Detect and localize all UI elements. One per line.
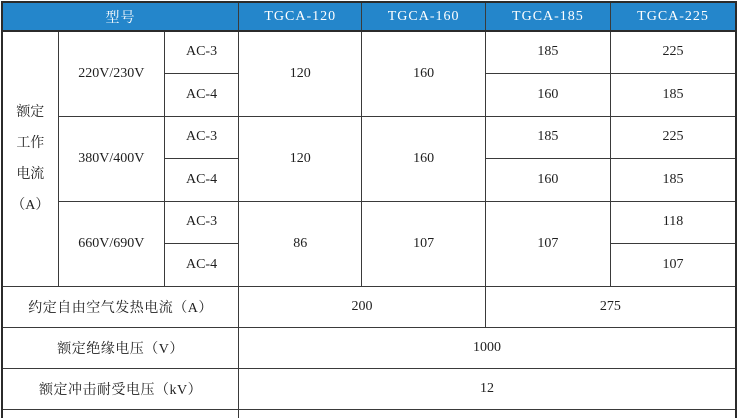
value-220v-ac3-tgca185: 185 [485, 31, 610, 73]
model-header-cell: 型号 [2, 2, 239, 31]
value-380v-ac3-tgca225: 225 [611, 116, 736, 158]
value-380v-tgca120: 120 [239, 116, 362, 201]
value-380v-ac4-tgca185: 160 [485, 158, 610, 201]
rated-current-label-line-3: 电流 [16, 166, 45, 182]
rated-current-label-line-4: （A） [11, 197, 50, 213]
rated-current-label-cell [2, 31, 58, 286]
header-tgca-225: TGCA-225 [611, 2, 736, 31]
voltage-cell-220v-230v: 220V/230V [58, 31, 164, 116]
row-insulation-voltage [2, 327, 736, 368]
value-380v-ac4-tgca225: 185 [611, 158, 736, 201]
row-partial-cutoff [2, 409, 736, 418]
value-380v-tgca160: 160 [362, 116, 485, 201]
thermal-current-label-cell: 约定自由空气发热电流（A） [2, 286, 239, 327]
value-220v-ac3-tgca225: 225 [611, 31, 736, 73]
rated-current-label-line-1: 额定 [16, 104, 45, 120]
value-220v-ac4-tgca185: 160 [485, 73, 610, 116]
row-380v-ac3 [2, 116, 736, 158]
value-impulse-all: 12 [239, 368, 736, 409]
partial-value-cell [239, 409, 736, 418]
header-tgca-120: TGCA-120 [239, 2, 362, 31]
voltage-cell-660v-690v: 660V/690V [58, 201, 164, 286]
value-660v-tgca120: 86 [239, 201, 362, 286]
insulation-voltage-label-cell: 额定绝缘电压（V） [2, 327, 239, 368]
category-cell-380v-ac4: AC-4 [164, 158, 238, 201]
value-220v-tgca160: 160 [362, 31, 485, 116]
partial-label-cell [2, 409, 239, 418]
category-cell-220v-ac4: AC-4 [164, 73, 238, 116]
value-insulation-all: 1000 [239, 327, 736, 368]
impulse-voltage-label-cell: 额定冲击耐受电压（kV） [2, 368, 239, 409]
rated-current-label-line-2: 工作 [16, 135, 45, 151]
value-660v-ac3-tgca225: 118 [611, 201, 736, 243]
value-660v-tgca185: 107 [485, 201, 610, 286]
row-220v-ac3 [2, 31, 736, 73]
row-impulse-voltage [2, 368, 736, 409]
value-660v-tgca160: 107 [362, 201, 485, 286]
tgca-spec-table [1, 1, 737, 418]
category-cell-220v-ac3: AC-3 [164, 31, 238, 73]
row-thermal-current [2, 286, 736, 327]
category-cell-660v-ac4: AC-4 [164, 243, 238, 286]
value-660v-ac4-tgca225: 107 [611, 243, 736, 286]
category-cell-660v-ac3: AC-3 [164, 201, 238, 243]
header-row [2, 2, 736, 31]
category-cell-380v-ac3: AC-3 [164, 116, 238, 158]
header-tgca-160: TGCA-160 [362, 2, 485, 31]
value-thermal-tgca185-225: 275 [485, 286, 736, 327]
voltage-cell-380v-400v: 380V/400V [58, 116, 164, 201]
header-tgca-185: TGCA-185 [485, 2, 610, 31]
value-380v-ac3-tgca185: 185 [485, 116, 610, 158]
value-thermal-tgca120-160: 200 [239, 286, 486, 327]
value-220v-tgca120: 120 [239, 31, 362, 116]
row-660v-ac3 [2, 201, 736, 243]
value-220v-ac4-tgca225: 185 [611, 73, 736, 116]
